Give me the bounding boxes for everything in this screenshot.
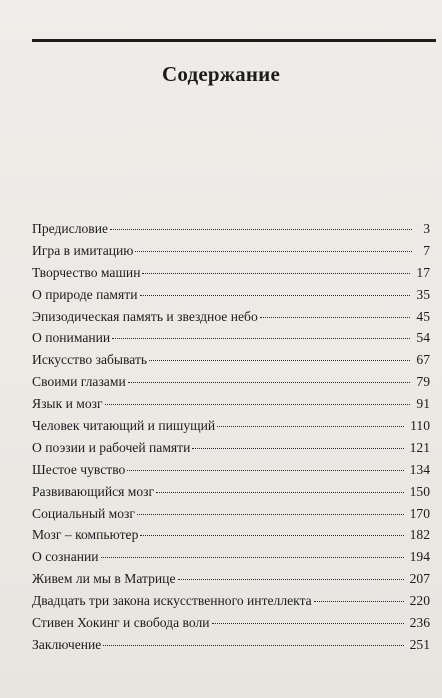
dot-leader xyxy=(101,557,404,558)
toc-entry xyxy=(32,634,430,656)
toc-entry xyxy=(32,546,430,568)
toc-entry-label: Язык и мозг xyxy=(32,396,103,412)
toc-entry xyxy=(32,481,430,503)
toc-entry-page: 170 xyxy=(409,505,430,521)
dot-leader xyxy=(217,426,404,427)
toc-entry xyxy=(32,503,430,525)
toc-entry-label: Игра в имитацию xyxy=(32,242,134,258)
toc-entry-label: О поэзии и рабочей памяти xyxy=(32,439,191,455)
dot-leader xyxy=(140,535,403,536)
toc-entry-label: Стивен Хокинг и свобода воли xyxy=(32,615,210,631)
toc-entry xyxy=(32,393,430,415)
dot-leader xyxy=(128,382,411,383)
toc-entry xyxy=(32,612,430,634)
dot-leader xyxy=(135,251,412,252)
dot-leader xyxy=(260,317,411,318)
toc-entry-label: О природе памяти xyxy=(32,286,138,302)
toc-entry-page: 3 xyxy=(423,221,430,236)
toc-entry xyxy=(32,590,430,612)
toc-entry-page: 121 xyxy=(409,439,430,455)
toc-entry xyxy=(32,437,430,459)
toc-entry xyxy=(32,218,430,240)
toc-entry-page: 54 xyxy=(416,330,430,346)
toc-entry-label: Шестое чувство xyxy=(32,461,126,477)
page-title: Содержание xyxy=(162,62,280,86)
dot-leader xyxy=(314,601,404,602)
toc-entry-page: 79 xyxy=(416,374,430,390)
header-rule xyxy=(32,39,436,42)
dot-leader xyxy=(156,492,403,493)
toc-entry-label: Эпизодическая память и звездное небо xyxy=(32,308,258,324)
toc-entry-label: Двадцать три закона искусственного интеллекта xyxy=(32,593,312,609)
toc-entry xyxy=(32,327,430,349)
dot-leader xyxy=(140,295,411,296)
toc-entry-page: 220 xyxy=(409,593,430,609)
toc-entry-label: Мозг – компьютер xyxy=(32,527,139,543)
toc-entry xyxy=(32,240,430,262)
toc-entry-page: 182 xyxy=(409,527,430,543)
toc-entry-label: Развивающийся мозг xyxy=(32,483,155,499)
dot-leader xyxy=(212,623,404,624)
dot-leader xyxy=(110,229,412,230)
toc-entry-page: 194 xyxy=(409,549,430,565)
dot-leader xyxy=(192,448,403,449)
toc-entry-page: 251 xyxy=(409,636,430,652)
toc-entry-page: 45 xyxy=(416,308,430,324)
toc-entry-page: 150 xyxy=(409,483,430,499)
toc-entry xyxy=(32,371,430,393)
toc-entry-page: 35 xyxy=(416,286,430,302)
toc-entry-page: 17 xyxy=(416,264,430,280)
dot-leader xyxy=(137,514,404,515)
dot-leader xyxy=(103,645,403,646)
toc-entry-page: 7 xyxy=(423,242,430,258)
toc-entry xyxy=(32,524,430,546)
toc-entry xyxy=(32,349,430,371)
toc-entry-page: 110 xyxy=(410,418,430,434)
toc-entry xyxy=(32,262,430,284)
dot-leader xyxy=(127,470,403,471)
toc-entry-label: Предисловие xyxy=(32,221,109,236)
toc-entry-label: Своими глазами xyxy=(32,374,126,390)
toc-entry xyxy=(32,306,430,328)
toc-entry xyxy=(32,284,430,306)
dot-leader xyxy=(178,579,404,580)
toc-entry xyxy=(32,568,430,590)
toc-entry-page: 134 xyxy=(409,461,430,477)
dot-leader xyxy=(105,404,411,405)
toc-entry xyxy=(32,415,430,437)
toc-entry-page: 91 xyxy=(416,396,430,412)
dot-leader xyxy=(142,273,410,274)
toc-entry-label: Живем ли мы в Матрице xyxy=(32,571,176,587)
toc-entry-page: 207 xyxy=(409,571,430,587)
toc-entry-label: О понимании xyxy=(32,330,111,346)
toc-entry-label: Творчество машин xyxy=(32,264,141,280)
toc-entry xyxy=(32,459,430,481)
table-of-contents xyxy=(32,218,430,656)
toc-entry-page: 67 xyxy=(416,352,430,368)
dot-leader xyxy=(112,338,410,339)
dot-leader xyxy=(149,360,410,361)
toc-entry-label: Человек читающий и пишущий xyxy=(32,418,216,434)
toc-entry-label: Заключение xyxy=(32,636,102,652)
toc-entry-label: Социальный мозг xyxy=(32,505,135,521)
toc-entry-page: 236 xyxy=(409,615,430,631)
toc-entry-label: Искусство забывать xyxy=(32,352,148,368)
toc-entry-label: О сознании xyxy=(32,549,99,565)
